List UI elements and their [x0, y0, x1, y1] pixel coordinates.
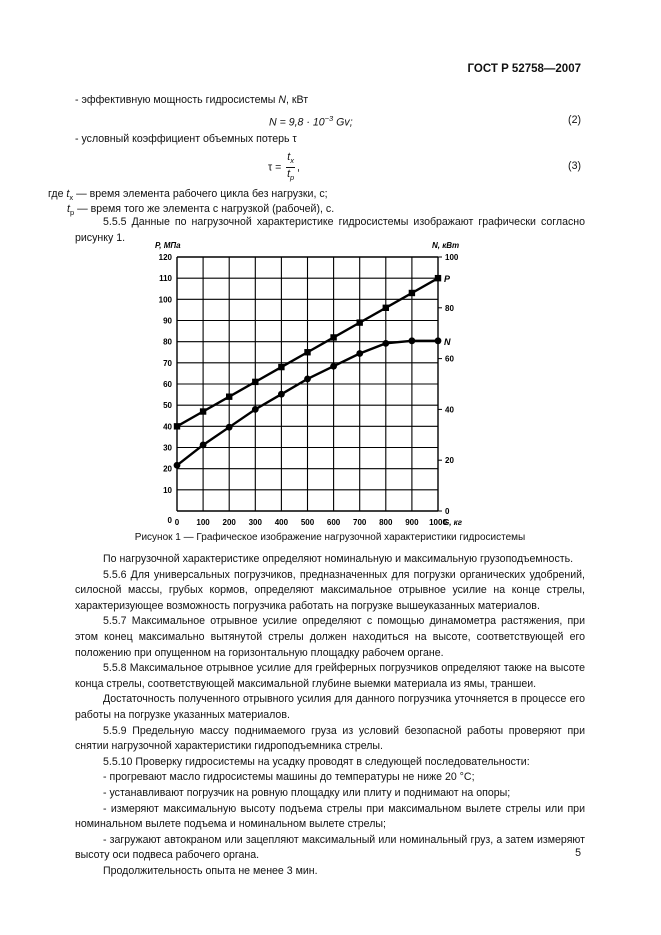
x-tick-label: 500: [300, 518, 315, 527]
figure-caption: Рисунок 1 — Графическое изображение нагрузочной характеристики гидросистемы: [134, 532, 526, 543]
formula-2-tail: Gv;: [333, 116, 353, 129]
where-2-symbol: t: [67, 203, 70, 215]
y-right-tick-label: 0: [445, 507, 450, 516]
y-right-tick-label: 40: [445, 405, 454, 415]
y-left-tick-label: 120: [158, 253, 172, 262]
data-point-P: [383, 305, 389, 311]
power-unit: , кВт: [286, 94, 309, 106]
data-point-N: [382, 340, 389, 347]
data-point-N: [278, 391, 285, 398]
y-right-tick-label: 100: [445, 253, 459, 262]
data-point-N: [409, 337, 416, 344]
y-left-tick-label: 90: [163, 316, 172, 326]
data-point-N: [174, 462, 181, 469]
y-left-tick-label: 0: [167, 516, 172, 525]
formula-2-main: N = 9,8 · 10: [269, 116, 325, 129]
data-point-N: [304, 376, 311, 383]
y-left-tick-label: 50: [163, 401, 172, 411]
where-1-symbol: t: [66, 188, 70, 200]
paragraph: - загружают автокраном или зацепляют максимальный или номинальный груз, а затем измеряют высоту оси подвеса рабочего органа.: [75, 833, 585, 862]
y-left-tick-label: 70: [163, 358, 172, 368]
paragraph: 5.5.6 Для универсальных погрузчиков, предназначенных для погрузки органических удобрений, силосной массы, грубых кормов, определяют максимальное отрывное усилие на конце стрелы, характеризующее возможность погрузчика работать на погрузке вышеуказанных материалов.: [75, 568, 585, 612]
y-left-tick-label: 80: [163, 337, 172, 347]
where-2-text: — время того же элемента с нагрузкой (рабочей), с.: [74, 203, 335, 215]
formula-2-number: (2): [568, 114, 581, 126]
paragraph: 5.5.9 Предельную массу поднимаемого груза из условий безопасной работы проверяют при снятии нагрузочной характеристики гидроподъемника стрелы.: [75, 724, 585, 753]
data-point-P: [252, 379, 258, 385]
formula-2: [269, 114, 353, 129]
power-intro: [75, 94, 308, 106]
data-point-P: [174, 423, 180, 429]
data-point-P: [200, 408, 206, 414]
data-point-N: [252, 406, 259, 413]
paragraph: Продолжительность опыта не менее 3 мин.: [103, 864, 318, 877]
fraction-numerator: $t_х$: [286, 151, 295, 168]
where-2-sub: р: [69, 208, 75, 218]
x-tick-label: 600: [326, 518, 341, 527]
where-1-sub: х: [69, 193, 74, 203]
data-point-P: [226, 394, 232, 400]
data-point-P: [278, 364, 284, 370]
paragraph: Достаточность полученного отрывного усилия для данного погрузчика уточняется в процессе его работы на погрузке указанных материалов.: [75, 693, 585, 721]
where-prefix: где: [48, 188, 64, 200]
series-label-N: N: [444, 336, 451, 347]
x-tick-label: 100: [196, 518, 210, 527]
page-number: 5: [575, 847, 581, 859]
y-left-axis-title: P, МПа: [155, 241, 181, 250]
data-point-P: [357, 319, 363, 325]
x-tick-label: 1000: [429, 518, 447, 527]
y-right-tick-label: 20: [445, 456, 454, 466]
body-paragraphs: [75, 552, 585, 879]
paragraph: 5.5.7 Максимальное отрывное усилие определяют с помощью динамометра растяжения, при этом конец максимально вытянутой стрелы должен находиться на высоте, соответствующей его положению при опущенном на горизонтальную площадку рабочем органе.: [75, 615, 585, 659]
chart-series: [174, 274, 451, 469]
data-point-P: [330, 334, 336, 340]
y-left-tick-label: 60: [163, 380, 172, 389]
power-intro-text: - эффективную мощность гидросистемы: [75, 94, 276, 106]
formula-3-fraction: [286, 151, 295, 184]
data-point-N: [435, 337, 442, 344]
formula-3-tail: ,: [296, 161, 300, 174]
y-right-tick-label: 80: [445, 303, 454, 313]
paragraph-5-5-5: 5.5.5 Данные по нагрузочной характеристике гидросистемы изображают графически согласно рисунку 1.: [75, 216, 585, 244]
x-tick-label: 400: [274, 518, 289, 527]
where-1-text: — время элемента рабочего цикла без нагрузки, с;: [73, 188, 328, 200]
tau-intro: - условный коэффициент объемных потерь τ: [75, 133, 297, 145]
paragraph: 5.5.8 Максимальное отрывное усилие для грейферных погрузчиков определяют также на высоте конца стрелы, соответствующей максимальной глубине выемки материала из ямы, траншеи.: [75, 662, 585, 690]
x-tick-label: 900: [405, 518, 419, 527]
formula-3-left: τ =: [268, 161, 282, 174]
data-point-P: [304, 349, 310, 355]
power-symbol: N: [278, 94, 287, 106]
paragraph: 5.5.10 Проверку гидросистемы на усадку проводят в следующей последовательности:: [103, 755, 530, 768]
y-right-axis-title: N, кВт: [432, 241, 460, 250]
series-label-P: P: [444, 274, 451, 285]
x-tick-label: 0: [174, 518, 180, 527]
data-point-N: [200, 442, 207, 449]
formula-3: [268, 151, 300, 184]
x-tick-label: 300: [248, 518, 262, 527]
data-point-P: [409, 290, 415, 296]
data-point-N: [356, 350, 363, 357]
paragraph: - устанавливают погрузчик на ровную площадку или плиту и поднимают на опоры;: [103, 786, 511, 799]
x-tick-label: 700: [353, 518, 367, 527]
paragraph: По нагрузочной характеристике определяют номинальную и максимальную грузоподъемность.: [103, 553, 574, 565]
paragraph: - прогревают масло гидросистемы машины до температуры не ниже 20 °С;: [103, 771, 475, 784]
x-tick-label: 200: [222, 518, 236, 527]
load-characteristic-chart: [120, 234, 480, 530]
x-axis-title: G, кг: [443, 518, 462, 527]
formula-3-number: (3): [568, 160, 581, 172]
y-left-tick-label: 110: [159, 274, 172, 284]
fraction-denominator: $t_р$: [287, 168, 295, 183]
y-right-tick-label: 60: [445, 354, 454, 364]
data-point-P: [435, 275, 441, 281]
y-left-tick-label: 30: [163, 443, 172, 453]
x-tick-label: 800: [379, 518, 393, 527]
y-left-tick-label: 10: [163, 485, 172, 495]
where-line-1: [48, 188, 328, 202]
y-left-tick-label: 40: [163, 422, 172, 432]
paragraph: - измеряют максимальную высоту подъема стрелы при максимальном вылете стрелы или при номинальном вылете подъема и номинальном вылете стрелы;: [75, 802, 585, 831]
y-left-tick-label: 100: [158, 295, 172, 305]
chart-grid: [177, 257, 442, 511]
data-point-N: [330, 363, 337, 370]
data-point-N: [226, 424, 233, 431]
document-header: ГОСТ Р 52758—2007: [467, 63, 581, 75]
y-left-tick-label: 20: [163, 464, 172, 474]
formula-2-exponent: −3: [324, 114, 334, 123]
